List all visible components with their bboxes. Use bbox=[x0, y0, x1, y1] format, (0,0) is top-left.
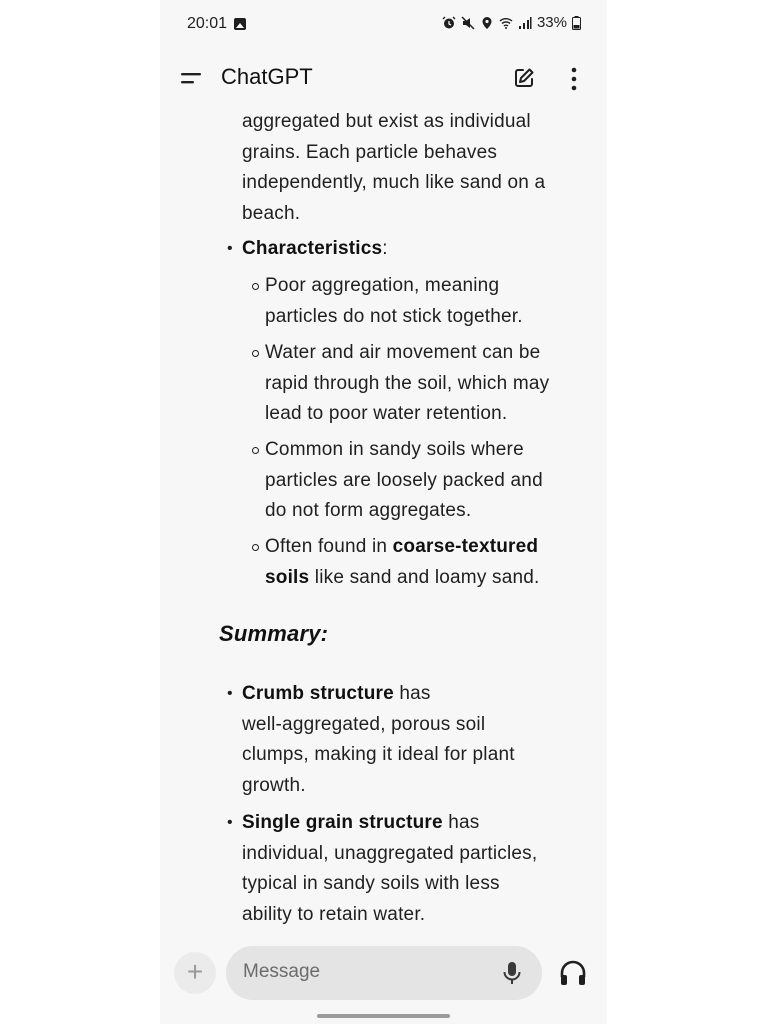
sub-bullet-dot bbox=[252, 544, 259, 551]
text-line: rapid through the soil, which may bbox=[265, 372, 550, 394]
intro-paragraph bbox=[242, 107, 582, 230]
text-line: beach. bbox=[242, 203, 301, 225]
add-attachment-button[interactable]: + bbox=[174, 952, 216, 994]
assistant-message bbox=[160, 105, 607, 935]
text-line: aggregated but exist as individual bbox=[242, 111, 531, 132]
app-title: ChatGPT bbox=[221, 64, 313, 89]
battery-percent: 33% bbox=[536, 14, 567, 31]
summary-item bbox=[242, 679, 582, 802]
microphone-icon[interactable] bbox=[501, 960, 523, 986]
message-input[interactable] bbox=[226, 946, 542, 1000]
sub-bullet-dot bbox=[252, 447, 259, 454]
headphones-icon[interactable] bbox=[559, 960, 587, 986]
bullet-dot: • bbox=[227, 814, 233, 831]
sub-list-item bbox=[265, 435, 585, 527]
composer bbox=[160, 940, 607, 1010]
sub-list-item bbox=[265, 338, 585, 430]
bold-term: coarse-textured bbox=[392, 536, 539, 557]
characteristics-item: Characteristics: bbox=[242, 238, 388, 259]
text-line: Single grain structure has bbox=[242, 812, 480, 833]
text-line: particles do not stick together. bbox=[265, 305, 523, 327]
text-line: ability to retain water. bbox=[242, 904, 426, 926]
alarm-icon bbox=[442, 16, 456, 30]
location-icon bbox=[480, 16, 494, 30]
text-line: particles are loosely packed and bbox=[265, 469, 543, 491]
sub-list-item bbox=[265, 271, 585, 332]
text-line: clumps, making it ideal for plant bbox=[242, 744, 515, 766]
gallery-notification-icon bbox=[234, 18, 246, 30]
signal-icon bbox=[518, 16, 532, 30]
sub-bullet-dot bbox=[252, 350, 259, 357]
text-line: do not form aggregates. bbox=[265, 500, 472, 522]
status-time: 20:01 bbox=[187, 15, 228, 32]
phone-screen bbox=[160, 0, 607, 1024]
more-vertical-icon[interactable] bbox=[568, 66, 580, 92]
text-line: well-aggregated, porous soil bbox=[242, 713, 486, 735]
text-line: typical in sandy soils with less bbox=[242, 873, 500, 895]
app-header bbox=[160, 52, 607, 104]
summary-item bbox=[242, 808, 582, 931]
bold-term: Single grain structure bbox=[242, 812, 443, 833]
text-line: lead to poor water retention. bbox=[265, 403, 508, 425]
text-line: grains. Each particle behaves bbox=[242, 141, 498, 163]
bold-term: Crumb structure bbox=[242, 683, 394, 704]
battery-icon bbox=[572, 16, 581, 30]
text-line: Often found in coarse-textured bbox=[265, 536, 539, 557]
sub-bullet-dot bbox=[252, 283, 259, 290]
summary-heading: Summary: bbox=[219, 621, 329, 646]
edit-icon[interactable] bbox=[512, 66, 536, 90]
text-line: individual, unaggregated particles, bbox=[242, 842, 538, 864]
text-line: soils like sand and loamy sand. bbox=[265, 566, 540, 588]
bold-term: soils bbox=[265, 566, 310, 588]
text-line: independently, much like sand on a bbox=[242, 172, 546, 194]
status-bar bbox=[160, 0, 607, 50]
menu-icon[interactable] bbox=[179, 70, 203, 88]
home-indicator bbox=[317, 1014, 450, 1018]
bullet-dot: • bbox=[227, 240, 233, 257]
status-icons bbox=[442, 14, 581, 31]
characteristics-label: Characteristics bbox=[242, 238, 383, 259]
message-placeholder: Message bbox=[243, 961, 321, 982]
wifi-icon bbox=[499, 16, 513, 30]
mute-icon bbox=[461, 16, 475, 30]
text-line: growth. bbox=[242, 775, 306, 797]
sub-list-item bbox=[265, 532, 585, 593]
text-line: Poor aggregation, meaning bbox=[265, 275, 500, 296]
text-line: Water and air movement can be bbox=[265, 342, 541, 363]
text-line: Common in sandy soils where bbox=[265, 439, 524, 460]
bullet-dot: • bbox=[227, 685, 233, 702]
text-line: Crumb structure has bbox=[242, 683, 431, 704]
